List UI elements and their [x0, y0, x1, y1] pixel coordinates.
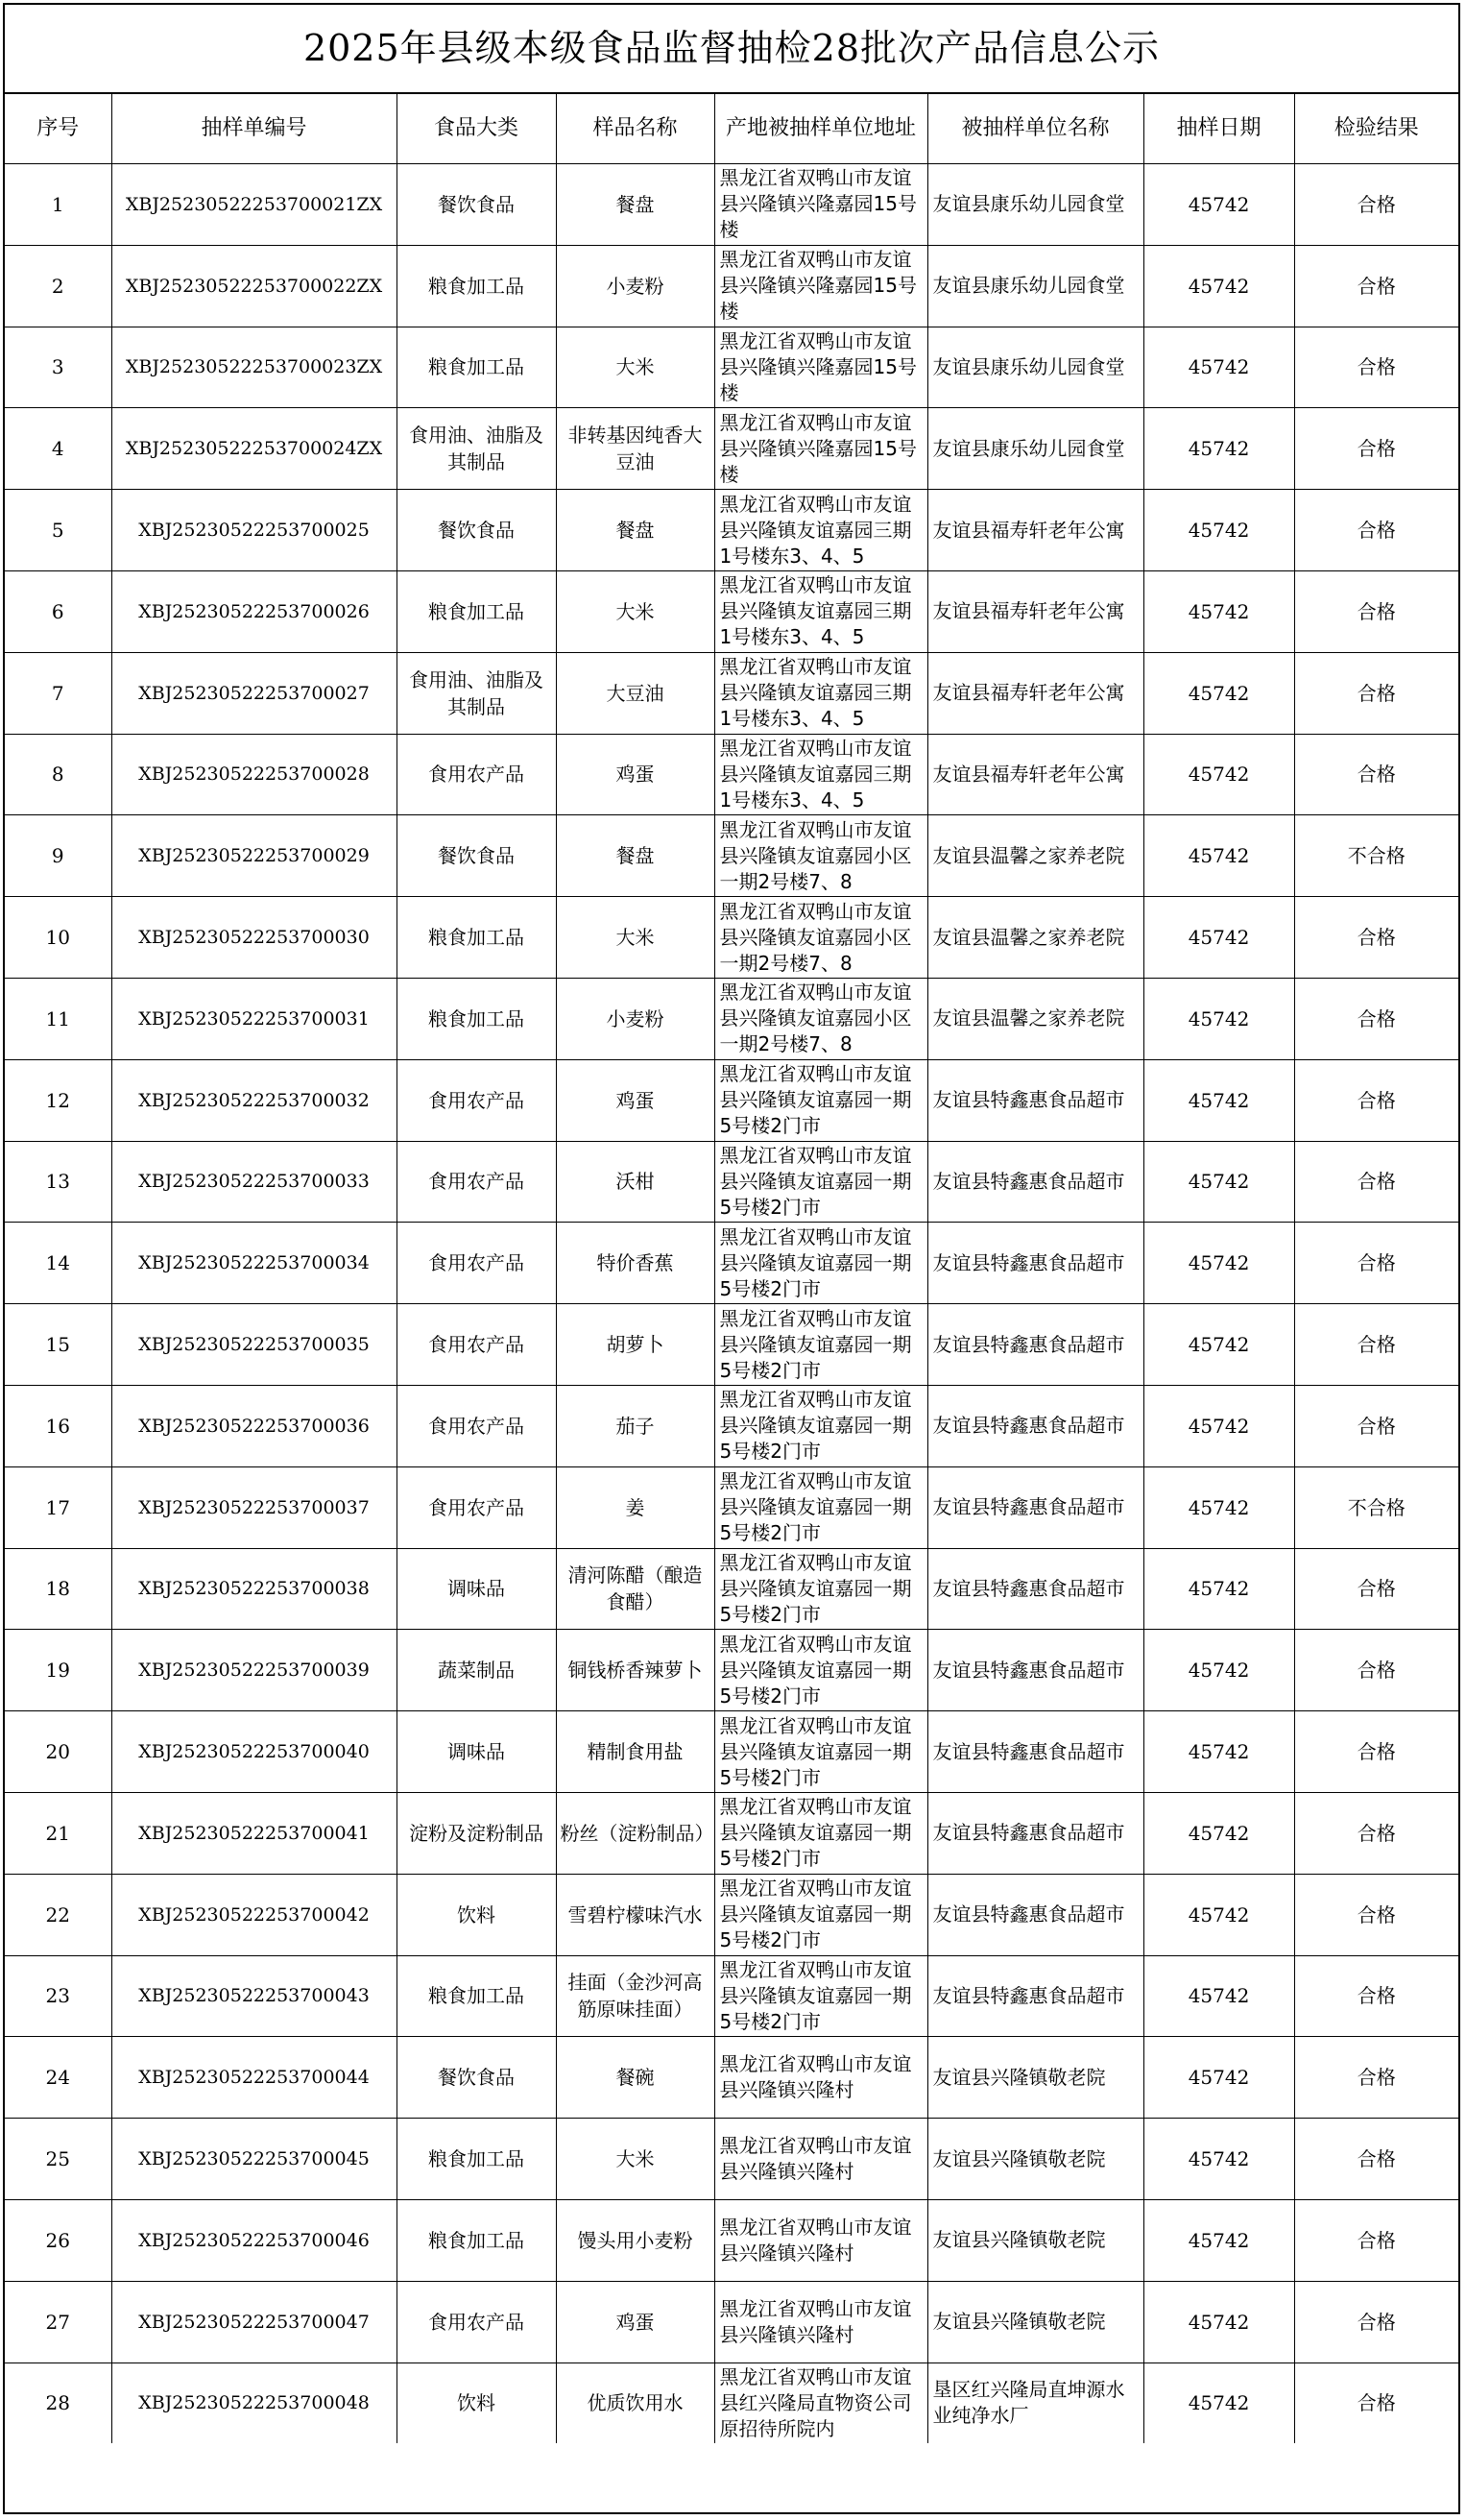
sample-code: XBJ25230522253700025 — [111, 490, 397, 571]
table-row — [5, 1792, 1458, 1874]
sample-name: 挂面（金沙河高筋原味挂面） — [556, 1955, 714, 2037]
inspection-result: 合格 — [1294, 1630, 1458, 1711]
sampled-address: 黑龙江省双鸭山市友谊县兴隆镇友谊嘉园一期5号楼2门市 — [714, 1792, 927, 1874]
sampling-date: 45742 — [1143, 2281, 1294, 2362]
sampling-date: 45742 — [1143, 1223, 1294, 1304]
sample-name: 雪碧柠檬味汽水 — [556, 1874, 714, 1955]
row-index: 20 — [5, 1711, 111, 1793]
sampled-unit-name: 友谊县特鑫惠食品超市 — [927, 1466, 1143, 1548]
food-category: 淀粉及淀粉制品 — [397, 1792, 556, 1874]
food-category: 粮食加工品 — [397, 2119, 556, 2200]
inspection-result: 合格 — [1294, 490, 1458, 571]
header-result: 检验结果 — [1294, 94, 1458, 164]
sample-code: XBJ25230522253700034 — [111, 1223, 397, 1304]
row-index: 15 — [5, 1304, 111, 1386]
sample-code: XBJ25230522253700033 — [111, 1141, 397, 1223]
sampling-date: 45742 — [1143, 978, 1294, 1059]
sample-name: 粉丝（淀粉制品） — [556, 1792, 714, 1874]
inspection-result: 合格 — [1294, 1304, 1458, 1386]
sampled-unit-name: 友谊县特鑫惠食品超市 — [927, 1792, 1143, 1874]
sampled-unit-name: 友谊县特鑫惠食品超市 — [927, 1548, 1143, 1630]
sample-name: 馒头用小麦粉 — [556, 2199, 714, 2281]
sampled-address: 黑龙江省双鸭山市友谊县兴隆镇友谊嘉园一期5号楼2门市 — [714, 1141, 927, 1223]
sampled-address: 黑龙江省双鸭山市友谊县兴隆镇兴隆嘉园15号楼 — [714, 327, 927, 408]
sampled-unit-name: 友谊县福寿轩老年公寓 — [927, 570, 1143, 652]
sampled-unit-name: 友谊县康乐幼儿园食堂 — [927, 327, 1143, 408]
sample-name: 大豆油 — [556, 652, 714, 734]
table-row — [5, 897, 1458, 979]
table-row — [5, 734, 1458, 815]
sampled-address: 黑龙江省双鸭山市友谊县兴隆镇兴隆村 — [714, 2037, 927, 2119]
sampled-unit-name: 友谊县兴隆镇敬老院 — [927, 2119, 1143, 2200]
inspection-result: 合格 — [1294, 2362, 1458, 2443]
inspection-result: 合格 — [1294, 245, 1458, 327]
sample-name: 大米 — [556, 570, 714, 652]
sampled-address: 黑龙江省双鸭山市友谊县兴隆镇友谊嘉园小区一期2号楼7、8 — [714, 815, 927, 897]
inspection-result: 合格 — [1294, 1874, 1458, 1955]
inspection-result: 合格 — [1294, 2037, 1458, 2119]
table-row — [5, 2037, 1458, 2119]
sampled-unit-name: 友谊县特鑫惠食品超市 — [927, 1304, 1143, 1386]
sampled-address: 黑龙江省双鸭山市友谊县兴隆镇友谊嘉园三期1号楼东3、4、5 — [714, 490, 927, 571]
sample-name: 餐盘 — [556, 164, 714, 246]
table-row — [5, 1385, 1458, 1466]
sampled-address: 黑龙江省双鸭山市友谊县兴隆镇兴隆村 — [714, 2199, 927, 2281]
inspection-result: 合格 — [1294, 1792, 1458, 1874]
sampled-unit-name: 友谊县福寿轩老年公寓 — [927, 490, 1143, 571]
sampling-date: 45742 — [1143, 327, 1294, 408]
food-category: 餐饮食品 — [397, 2037, 556, 2119]
table-row — [5, 978, 1458, 1059]
sampled-unit-name: 友谊县兴隆镇敬老院 — [927, 2199, 1143, 2281]
sampling-date: 45742 — [1143, 1385, 1294, 1466]
table-row — [5, 652, 1458, 734]
food-category: 粮食加工品 — [397, 1955, 556, 2037]
sampled-address: 黑龙江省双鸭山市友谊县兴隆镇友谊嘉园一期5号楼2门市 — [714, 1711, 927, 1793]
sampled-address: 黑龙江省双鸭山市友谊县兴隆镇友谊嘉园一期5号楼2门市 — [714, 1304, 927, 1386]
sampling-date: 45742 — [1143, 490, 1294, 571]
food-category: 食用农产品 — [397, 1141, 556, 1223]
sample-name: 鸡蛋 — [556, 734, 714, 815]
sample-name: 餐盘 — [556, 490, 714, 571]
sample-code: XBJ25230522253700047 — [111, 2281, 397, 2362]
sample-name: 姜 — [556, 1466, 714, 1548]
row-index: 9 — [5, 815, 111, 897]
sampled-unit-name: 友谊县特鑫惠食品超市 — [927, 1059, 1143, 1141]
sample-name: 大米 — [556, 327, 714, 408]
sample-code: XBJ25230522253700031 — [111, 978, 397, 1059]
sample-name: 特价香蕉 — [556, 1223, 714, 1304]
sampling-date: 45742 — [1143, 1630, 1294, 1711]
sampled-address: 黑龙江省双鸭山市友谊县兴隆镇兴隆村 — [714, 2281, 927, 2362]
food-category: 食用油、油脂及其制品 — [397, 408, 556, 490]
row-index: 27 — [5, 2281, 111, 2362]
sampled-address: 黑龙江省双鸭山市友谊县红兴隆局直物资公司原招待所院内 — [714, 2362, 927, 2443]
food-category: 食用农产品 — [397, 1059, 556, 1141]
sampled-address: 黑龙江省双鸭山市友谊县兴隆镇兴隆村 — [714, 2119, 927, 2200]
header-sample-name: 样品名称 — [556, 94, 714, 164]
row-index: 23 — [5, 1955, 111, 2037]
row-index: 24 — [5, 2037, 111, 2119]
sampling-date: 45742 — [1143, 570, 1294, 652]
table-row — [5, 245, 1458, 327]
food-category: 餐饮食品 — [397, 815, 556, 897]
header-index: 序号 — [5, 94, 111, 164]
row-index: 4 — [5, 408, 111, 490]
sampling-date: 45742 — [1143, 245, 1294, 327]
sampled-unit-name: 友谊县温馨之家养老院 — [927, 815, 1143, 897]
sampled-address: 黑龙江省双鸭山市友谊县兴隆镇友谊嘉园一期5号楼2门市 — [714, 1385, 927, 1466]
sample-code: XBJ25230522253700043 — [111, 1955, 397, 2037]
row-index: 3 — [5, 327, 111, 408]
inspection-result: 合格 — [1294, 1059, 1458, 1141]
inspection-result: 合格 — [1294, 327, 1458, 408]
food-category: 食用油、油脂及其制品 — [397, 652, 556, 734]
sample-code: XBJ25230522253700032 — [111, 1059, 397, 1141]
inspection-result: 合格 — [1294, 570, 1458, 652]
sample-name: 鸡蛋 — [556, 2281, 714, 2362]
food-category: 粮食加工品 — [397, 570, 556, 652]
inspection-result: 合格 — [1294, 1385, 1458, 1466]
document-sheet — [3, 3, 1460, 2514]
sampled-unit-name: 友谊县康乐幼儿园食堂 — [927, 245, 1143, 327]
inspection-result: 合格 — [1294, 1955, 1458, 2037]
header-address: 产地被抽样单位地址 — [714, 94, 927, 164]
food-category: 食用农产品 — [397, 1385, 556, 1466]
row-index: 10 — [5, 897, 111, 979]
table-row — [5, 2199, 1458, 2281]
sampled-address: 黑龙江省双鸭山市友谊县兴隆镇友谊嘉园一期5号楼2门市 — [714, 1059, 927, 1141]
sampled-unit-name: 友谊县福寿轩老年公寓 — [927, 734, 1143, 815]
sampled-address: 黑龙江省双鸭山市友谊县兴隆镇友谊嘉园三期1号楼东3、4、5 — [714, 570, 927, 652]
sample-code: XBJ25230522253700039 — [111, 1630, 397, 1711]
sampled-unit-name: 垦区红兴隆局直坤源水业纯净水厂 — [927, 2362, 1143, 2443]
sample-name: 餐碗 — [556, 2037, 714, 2119]
header-food-category: 食品大类 — [397, 94, 556, 164]
row-index: 19 — [5, 1630, 111, 1711]
row-index: 12 — [5, 1059, 111, 1141]
sampling-date: 45742 — [1143, 815, 1294, 897]
sampling-date: 45742 — [1143, 1955, 1294, 2037]
sample-name: 大米 — [556, 2119, 714, 2200]
table-row — [5, 1874, 1458, 1955]
header-sampling-date: 抽样日期 — [1143, 94, 1294, 164]
sampling-date: 45742 — [1143, 1548, 1294, 1630]
food-category: 饮料 — [397, 2362, 556, 2443]
food-category: 食用农产品 — [397, 1223, 556, 1304]
food-category: 食用农产品 — [397, 1304, 556, 1386]
inspection-result: 不合格 — [1294, 1466, 1458, 1548]
table-row — [5, 1141, 1458, 1223]
sampled-unit-name: 友谊县特鑫惠食品超市 — [927, 1141, 1143, 1223]
sampled-address: 黑龙江省双鸭山市友谊县兴隆镇友谊嘉园一期5号楼2门市 — [714, 1630, 927, 1711]
sampled-unit-name: 友谊县特鑫惠食品超市 — [927, 1385, 1143, 1466]
sampled-address: 黑龙江省双鸭山市友谊县兴隆镇友谊嘉园一期5号楼2门市 — [714, 1874, 927, 1955]
row-index: 25 — [5, 2119, 111, 2200]
sampled-unit-name: 友谊县康乐幼儿园食堂 — [927, 408, 1143, 490]
table-row — [5, 408, 1458, 490]
table-row — [5, 2281, 1458, 2362]
document-title: 2025年县级本级食品监督抽检28批次产品信息公示 — [5, 5, 1458, 94]
sampled-address: 黑龙江省双鸭山市友谊县兴隆镇友谊嘉园三期1号楼东3、4、5 — [714, 652, 927, 734]
sampled-address: 黑龙江省双鸭山市友谊县兴隆镇兴隆嘉园15号楼 — [714, 164, 927, 246]
food-category: 蔬菜制品 — [397, 1630, 556, 1711]
sample-code: XBJ25230522253700023ZX — [111, 327, 397, 408]
row-index: 8 — [5, 734, 111, 815]
inspection-result: 合格 — [1294, 2281, 1458, 2362]
sampling-date: 45742 — [1143, 1874, 1294, 1955]
sampled-unit-name: 友谊县特鑫惠食品超市 — [927, 1955, 1143, 2037]
inspection-result: 合格 — [1294, 2199, 1458, 2281]
sampling-date: 45742 — [1143, 1059, 1294, 1141]
sample-code: XBJ25230522253700026 — [111, 570, 397, 652]
sampling-date: 45742 — [1143, 2362, 1294, 2443]
sample-name: 精制食用盐 — [556, 1711, 714, 1793]
sample-code: XBJ25230522253700027 — [111, 652, 397, 734]
sample-code: XBJ25230522253700042 — [111, 1874, 397, 1955]
header-sample-code: 抽样单编号 — [111, 94, 397, 164]
sampling-date: 45742 — [1143, 408, 1294, 490]
sample-code: XBJ25230522253700021ZX — [111, 164, 397, 246]
food-category: 饮料 — [397, 1874, 556, 1955]
sampled-unit-name: 友谊县兴隆镇敬老院 — [927, 2281, 1143, 2362]
inspection-result: 合格 — [1294, 734, 1458, 815]
sampling-date: 45742 — [1143, 897, 1294, 979]
food-category: 粮食加工品 — [397, 327, 556, 408]
sampling-date: 45742 — [1143, 164, 1294, 246]
food-category: 餐饮食品 — [397, 490, 556, 571]
sampled-unit-name: 友谊县特鑫惠食品超市 — [927, 1223, 1143, 1304]
header-row — [5, 94, 1458, 164]
row-index: 5 — [5, 490, 111, 571]
sample-code: XBJ25230522253700029 — [111, 815, 397, 897]
inspection-result: 合格 — [1294, 1223, 1458, 1304]
sampled-unit-name: 友谊县特鑫惠食品超市 — [927, 1874, 1143, 1955]
table-row — [5, 1955, 1458, 2037]
sample-name: 小麦粉 — [556, 978, 714, 1059]
sample-name: 小麦粉 — [556, 245, 714, 327]
food-category: 粮食加工品 — [397, 897, 556, 979]
sampled-address: 黑龙江省双鸭山市友谊县兴隆镇友谊嘉园一期5号楼2门市 — [714, 1223, 927, 1304]
sampling-date: 45742 — [1143, 1466, 1294, 1548]
sample-name: 清河陈醋（酿造食醋） — [556, 1548, 714, 1630]
table-row — [5, 2362, 1458, 2443]
sampled-address: 黑龙江省双鸭山市友谊县兴隆镇友谊嘉园小区一期2号楼7、8 — [714, 897, 927, 979]
inspection-result: 合格 — [1294, 978, 1458, 1059]
sample-code: XBJ25230522253700046 — [111, 2199, 397, 2281]
sample-code: XBJ25230522253700041 — [111, 1792, 397, 1874]
food-category: 粮食加工品 — [397, 245, 556, 327]
sampled-unit-name: 友谊县福寿轩老年公寓 — [927, 652, 1143, 734]
food-category: 餐饮食品 — [397, 164, 556, 246]
sample-code: XBJ25230522253700024ZX — [111, 408, 397, 490]
sample-name: 茄子 — [556, 1385, 714, 1466]
row-index: 2 — [5, 245, 111, 327]
row-index: 26 — [5, 2199, 111, 2281]
table-row — [5, 1711, 1458, 1793]
sample-code: XBJ25230522253700035 — [111, 1304, 397, 1386]
sampled-unit-name: 友谊县康乐幼儿园食堂 — [927, 164, 1143, 246]
sampled-address: 黑龙江省双鸭山市友谊县兴隆镇友谊嘉园一期5号楼2门市 — [714, 1548, 927, 1630]
sample-code: XBJ25230522253700036 — [111, 1385, 397, 1466]
row-index: 22 — [5, 1874, 111, 1955]
inspection-table — [5, 94, 1458, 2443]
sampling-date: 45742 — [1143, 2199, 1294, 2281]
sample-code: XBJ25230522253700044 — [111, 2037, 397, 2119]
food-category: 食用农产品 — [397, 2281, 556, 2362]
row-index: 17 — [5, 1466, 111, 1548]
sampling-date: 45742 — [1143, 2037, 1294, 2119]
sample-name: 胡萝卜 — [556, 1304, 714, 1386]
food-category: 食用农产品 — [397, 1466, 556, 1548]
sample-name: 非转基因纯香大豆油 — [556, 408, 714, 490]
sampled-unit-name: 友谊县兴隆镇敬老院 — [927, 2037, 1143, 2119]
sample-name: 大米 — [556, 897, 714, 979]
row-index: 13 — [5, 1141, 111, 1223]
inspection-result: 合格 — [1294, 1548, 1458, 1630]
inspection-result: 合格 — [1294, 408, 1458, 490]
table-row — [5, 1223, 1458, 1304]
food-category: 调味品 — [397, 1711, 556, 1793]
row-index: 16 — [5, 1385, 111, 1466]
header-sampled-unit: 被抽样单位名称 — [927, 94, 1143, 164]
food-category: 粮食加工品 — [397, 2199, 556, 2281]
table-row — [5, 490, 1458, 571]
inspection-result: 合格 — [1294, 1141, 1458, 1223]
inspection-result: 合格 — [1294, 164, 1458, 246]
table-row — [5, 2119, 1458, 2200]
row-index: 28 — [5, 2362, 111, 2443]
inspection-result: 合格 — [1294, 2119, 1458, 2200]
sampled-address: 黑龙江省双鸭山市友谊县兴隆镇友谊嘉园一期5号楼2门市 — [714, 1955, 927, 2037]
sample-code: XBJ25230522253700022ZX — [111, 245, 397, 327]
sample-name: 优质饮用水 — [556, 2362, 714, 2443]
sampling-date: 45742 — [1143, 1141, 1294, 1223]
sampling-date: 45742 — [1143, 1711, 1294, 1793]
table-row — [5, 1548, 1458, 1630]
sampled-unit-name: 友谊县特鑫惠食品超市 — [927, 1711, 1143, 1793]
sampling-date: 45742 — [1143, 734, 1294, 815]
sampled-address: 黑龙江省双鸭山市友谊县兴隆镇友谊嘉园三期1号楼东3、4、5 — [714, 734, 927, 815]
sampled-unit-name: 友谊县温馨之家养老院 — [927, 978, 1143, 1059]
row-index: 11 — [5, 978, 111, 1059]
sample-code: XBJ25230522253700038 — [111, 1548, 397, 1630]
table-row — [5, 327, 1458, 408]
sample-code: XBJ25230522253700028 — [111, 734, 397, 815]
row-index: 18 — [5, 1548, 111, 1630]
sample-code: XBJ25230522253700045 — [111, 2119, 397, 2200]
sample-code: XBJ25230522253700037 — [111, 1466, 397, 1548]
sampling-date: 45742 — [1143, 1304, 1294, 1386]
food-category: 调味品 — [397, 1548, 556, 1630]
table-row — [5, 164, 1458, 246]
sample-name: 沃柑 — [556, 1141, 714, 1223]
sample-code: XBJ25230522253700040 — [111, 1711, 397, 1793]
sampling-date: 45742 — [1143, 2119, 1294, 2200]
inspection-result: 合格 — [1294, 897, 1458, 979]
sample-name: 鸡蛋 — [556, 1059, 714, 1141]
sampled-address: 黑龙江省双鸭山市友谊县兴隆镇友谊嘉园小区一期2号楼7、8 — [714, 978, 927, 1059]
table-row — [5, 570, 1458, 652]
row-index: 1 — [5, 164, 111, 246]
row-index: 7 — [5, 652, 111, 734]
sample-code: XBJ25230522253700048 — [111, 2362, 397, 2443]
sampled-address: 黑龙江省双鸭山市友谊县兴隆镇友谊嘉园一期5号楼2门市 — [714, 1466, 927, 1548]
sampling-date: 45742 — [1143, 652, 1294, 734]
food-category: 食用农产品 — [397, 734, 556, 815]
sample-name: 铜钱桥香辣萝卜 — [556, 1630, 714, 1711]
sampled-unit-name: 友谊县特鑫惠食品超市 — [927, 1630, 1143, 1711]
sampled-address: 黑龙江省双鸭山市友谊县兴隆镇兴隆嘉园15号楼 — [714, 408, 927, 490]
inspection-result: 不合格 — [1294, 815, 1458, 897]
inspection-result: 合格 — [1294, 1711, 1458, 1793]
table-row — [5, 1466, 1458, 1548]
food-category: 粮食加工品 — [397, 978, 556, 1059]
table-row — [5, 1304, 1458, 1386]
sampled-address: 黑龙江省双鸭山市友谊县兴隆镇兴隆嘉园15号楼 — [714, 245, 927, 327]
sample-name: 餐盘 — [556, 815, 714, 897]
table-row — [5, 1059, 1458, 1141]
row-index: 21 — [5, 1792, 111, 1874]
row-index: 6 — [5, 570, 111, 652]
sampled-unit-name: 友谊县温馨之家养老院 — [927, 897, 1143, 979]
table-row — [5, 815, 1458, 897]
table-row — [5, 1630, 1458, 1711]
sample-code: XBJ25230522253700030 — [111, 897, 397, 979]
row-index: 14 — [5, 1223, 111, 1304]
inspection-result: 合格 — [1294, 652, 1458, 734]
sampling-date: 45742 — [1143, 1792, 1294, 1874]
